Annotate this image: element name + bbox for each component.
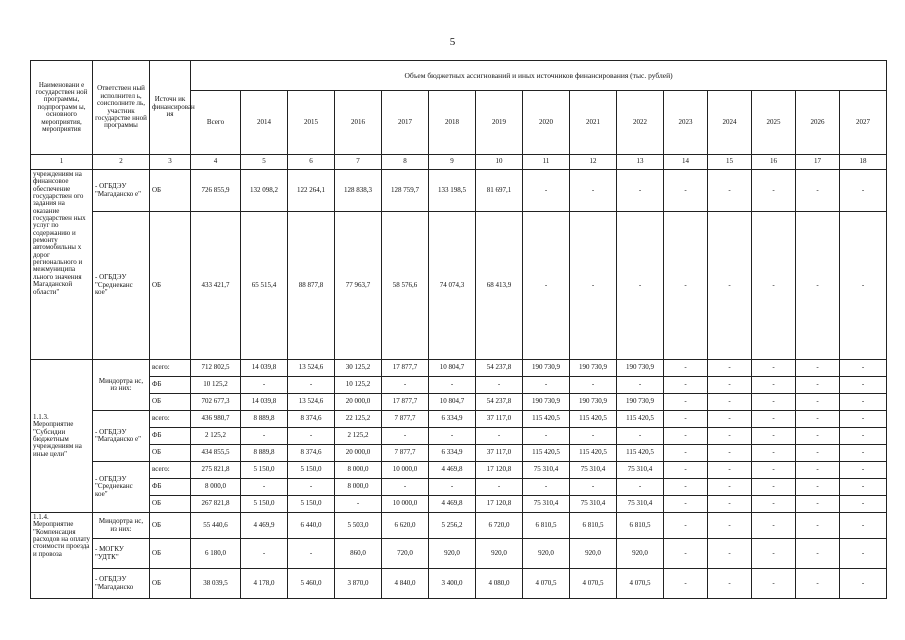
value-cell: - [288,479,335,496]
value-cell: 10 804,7 [429,394,476,411]
value-cell: 190 730,9 [523,360,570,377]
column-number: 13 [617,155,664,170]
funding-source: ОБ [150,513,191,539]
value-cell: 860,0 [335,539,382,569]
value-cell: 6 810,5 [570,513,617,539]
table-row [31,496,887,513]
value-cell: - [382,479,429,496]
value-cell: 702 677,3 [191,394,241,411]
value-cell: - [664,496,708,513]
header-name: Наименовани е государствен ной программы, подпрограмм ы, основного мероприятия, мероприятия [31,61,93,155]
funding-source: ОБ [150,569,191,599]
value-cell: 920,0 [617,539,664,569]
value-cell: - [523,377,570,394]
value-cell: 10 000,0 [382,496,429,513]
value-cell: 4 469,8 [429,462,476,479]
value-cell: 6 620,0 [382,513,429,539]
value-cell: - [752,445,796,462]
funding-source: ОБ [150,539,191,569]
value-cell: 190 730,9 [523,394,570,411]
value-cell: 75 310,4 [570,462,617,479]
table-row [31,428,887,445]
table-row [31,513,887,539]
value-cell: - [241,428,288,445]
value-cell: - [241,539,288,569]
value-cell: 115 420,5 [523,445,570,462]
column-number: 12 [570,155,617,170]
value-cell: - [523,428,570,445]
column-number: 4 [191,155,241,170]
value-cell: - [570,428,617,445]
value-cell: - [664,462,708,479]
value-cell: - [617,428,664,445]
header-year: 2025 [752,91,796,155]
value-cell: - [840,212,887,360]
value-cell: - [476,479,523,496]
table-row [31,411,887,428]
value-cell: - [570,170,617,212]
value-cell: 4 469,8 [429,496,476,513]
value-cell: - [523,479,570,496]
header-year: 2018 [429,91,476,155]
value-cell: - [752,479,796,496]
value-cell: - [664,411,708,428]
value-cell: - [752,462,796,479]
value-cell: - [796,513,840,539]
value-cell: 5 503,0 [335,513,382,539]
value-cell: 434 855,5 [191,445,241,462]
value-cell: - [476,377,523,394]
header-year: 2024 [708,91,752,155]
value-cell: 8 000,0 [191,479,241,496]
table-row [31,212,887,360]
value-cell: 68 413,9 [476,212,523,360]
value-cell: 920,0 [476,539,523,569]
value-cell: - [840,170,887,212]
value-cell: 115 420,5 [617,411,664,428]
header-year: 2019 [476,91,523,155]
value-cell: - [840,428,887,445]
value-cell: 6 180,0 [191,539,241,569]
funding-source: ОБ [150,445,191,462]
funding-source: ФБ [150,377,191,394]
value-cell: - [752,360,796,377]
funding-source: ОБ [150,170,191,212]
value-cell: 8 000,0 [335,479,382,496]
value-cell: - [429,479,476,496]
value-cell: - [476,428,523,445]
value-cell: 4 070,5 [617,569,664,599]
value-cell: - [796,479,840,496]
value-cell: - [840,569,887,599]
value-cell: - [840,394,887,411]
value-cell: - [382,428,429,445]
measure-name: 1.1.3. Мероприятие "Субсидии бюджетным учреждениям на иные цели" [31,360,93,513]
executor: - ОГБДЭУ "Среднеканс кое" [93,462,150,513]
header-year: 2023 [664,91,708,155]
value-cell: 7 877,7 [382,445,429,462]
budget-table [30,60,887,599]
executor: Миндортра нс, из них: [93,513,150,539]
header-year: 2017 [382,91,429,155]
value-cell: 433 421,7 [191,212,241,360]
table-row [31,377,887,394]
header-year: 2015 [288,91,335,155]
header-total: Всего [191,91,241,155]
value-cell: 920,0 [429,539,476,569]
value-cell: - [708,360,752,377]
value-cell: 5 150,0 [288,496,335,513]
column-number: 1 [31,155,93,170]
column-numbers-row [31,155,887,170]
value-cell: 3 400,0 [429,569,476,599]
executor: - ОГБДЭУ "Магаданско [93,569,150,599]
column-number: 2 [93,155,150,170]
value-cell: - [708,513,752,539]
executor: - ОГБДЭУ "Магаданско е" [93,411,150,462]
value-cell: 38 039,5 [191,569,241,599]
value-cell: 55 440,6 [191,513,241,539]
value-cell: 13 524,6 [288,360,335,377]
value-cell: - [752,428,796,445]
executor: Миндортра нс, из них: [93,360,150,411]
value-cell: 20 000,0 [335,445,382,462]
funding-source: всего: [150,411,191,428]
value-cell: - [752,569,796,599]
value-cell: - [429,428,476,445]
value-cell: 190 730,9 [617,360,664,377]
value-cell: - [708,394,752,411]
value-cell: 10 000,0 [382,462,429,479]
value-cell: 54 237,8 [476,360,523,377]
value-cell: - [241,479,288,496]
value-cell: - [840,445,887,462]
header-year: 2021 [570,91,617,155]
table-row [31,394,887,411]
header-year: 2027 [840,91,887,155]
value-cell: 75 310,4 [523,462,570,479]
value-cell: - [335,496,382,513]
column-number: 6 [288,155,335,170]
value-cell: - [708,445,752,462]
value-cell: 13 524,6 [288,394,335,411]
value-cell: 20 000,0 [335,394,382,411]
value-cell: - [840,496,887,513]
value-cell: 6 810,5 [617,513,664,539]
value-cell: - [664,394,708,411]
value-cell: - [664,513,708,539]
value-cell: 4 070,5 [523,569,570,599]
value-cell: 115 420,5 [570,411,617,428]
measure-name: учреждениям на финансовое обеспечение государствен ого задания на оказание государствен ных услуг по содержанию и ремонту автомобильны х дорог регионального и межмуниципа льного значения Магаданской области" [31,170,93,360]
value-cell: - [241,377,288,394]
value-cell: - [708,479,752,496]
value-cell: - [664,445,708,462]
value-cell: 17 877,7 [382,394,429,411]
page-number: 5 [449,36,456,48]
value-cell: 81 697,1 [476,170,523,212]
value-cell: - [664,569,708,599]
value-cell: 128 759,7 [382,170,429,212]
value-cell: - [752,377,796,394]
header-year: 2022 [617,91,664,155]
value-cell: 4 840,0 [382,569,429,599]
value-cell: 10 125,2 [335,377,382,394]
value-cell: - [752,539,796,569]
value-cell: - [570,479,617,496]
value-cell: 115 420,5 [523,411,570,428]
value-cell: 132 098,2 [241,170,288,212]
value-cell: - [708,212,752,360]
value-cell: 4 070,5 [570,569,617,599]
value-cell: 190 730,9 [570,360,617,377]
column-number: 7 [335,155,382,170]
value-cell: - [664,360,708,377]
value-cell: 5 150,0 [241,496,288,513]
value-cell: - [796,377,840,394]
value-cell: 4 469,9 [241,513,288,539]
measure-name: 1.1.4. Мероприятие "Компенсация расходов на оплату стоимости проезда и провоза [31,513,93,599]
value-cell: 65 515,4 [241,212,288,360]
value-cell: - [664,377,708,394]
value-cell: 37 117,0 [476,411,523,428]
value-cell: - [796,569,840,599]
value-cell: 4 080,0 [476,569,523,599]
value-cell: 267 821,8 [191,496,241,513]
value-cell: - [752,212,796,360]
value-cell: 58 576,6 [382,212,429,360]
value-cell: 8 374,6 [288,445,335,462]
funding-source: ФБ [150,479,191,496]
value-cell: 436 980,7 [191,411,241,428]
value-cell: - [840,462,887,479]
value-cell: - [840,377,887,394]
value-cell: 6 720,0 [476,513,523,539]
value-cell: 37 117,0 [476,445,523,462]
column-number: 3 [150,155,191,170]
value-cell: 8 374,6 [288,411,335,428]
table-body [31,155,887,599]
value-cell: - [796,394,840,411]
value-cell: 190 730,9 [617,394,664,411]
value-cell: 8 000,0 [335,462,382,479]
column-number: 8 [382,155,429,170]
value-cell: - [840,479,887,496]
value-cell: - [664,170,708,212]
value-cell: 10 125,2 [191,377,241,394]
value-cell: 6 810,5 [523,513,570,539]
value-cell: 17 120,8 [476,496,523,513]
header-year: 2026 [796,91,840,155]
value-cell: - [796,496,840,513]
value-cell: - [796,539,840,569]
header-year: 2020 [523,91,570,155]
executor: - ОГБДЭУ "Магаданско е" [93,170,150,212]
value-cell: 190 730,9 [570,394,617,411]
value-cell: 5 256,2 [429,513,476,539]
value-cell: 920,0 [570,539,617,569]
column-number: 10 [476,155,523,170]
value-cell: - [708,462,752,479]
column-number: 16 [752,155,796,170]
column-number: 11 [523,155,570,170]
value-cell: - [796,445,840,462]
value-cell: 115 420,5 [570,445,617,462]
value-cell: 128 838,3 [335,170,382,212]
value-cell: 14 039,8 [241,360,288,377]
value-cell: 75 310,4 [570,496,617,513]
value-cell: 10 804,7 [429,360,476,377]
value-cell: - [840,539,887,569]
funding-source: ОБ [150,394,191,411]
value-cell: 726 855,9 [191,170,241,212]
value-cell: - [796,428,840,445]
value-cell: 133 198,5 [429,170,476,212]
value-cell: 54 237,8 [476,394,523,411]
table-row [31,479,887,496]
value-cell: - [752,513,796,539]
header-volume-title: Объем бюджетных ассигнований и иных источников финансирования (тыс. рублей) [191,61,887,91]
funding-source: ФБ [150,428,191,445]
value-cell: - [708,170,752,212]
value-cell: 6 440,0 [288,513,335,539]
value-cell: 5 150,0 [241,462,288,479]
header-source: Источн ик финансирован ия [150,61,191,155]
value-cell: - [708,411,752,428]
value-cell: 77 963,7 [335,212,382,360]
value-cell: 275 821,8 [191,462,241,479]
value-cell: - [840,411,887,428]
value-cell: - [840,360,887,377]
column-number: 5 [241,155,288,170]
value-cell: - [429,377,476,394]
executor: - ОГБДЭУ "Среднеканс кое" [93,212,150,360]
value-cell: - [617,479,664,496]
value-cell: - [752,496,796,513]
value-cell: - [752,411,796,428]
column-number: 17 [796,155,840,170]
value-cell: - [708,496,752,513]
table-header [31,61,887,155]
value-cell: 22 125,2 [335,411,382,428]
header-year: 2014 [241,91,288,155]
value-cell: - [664,479,708,496]
table-row [31,539,887,569]
value-cell: 6 334,9 [429,411,476,428]
value-cell: 720,0 [382,539,429,569]
table-row [31,462,887,479]
value-cell: 3 870,0 [335,569,382,599]
value-cell: - [617,377,664,394]
header-executor: Ответствен ный исполнител ь, соисполните ль, участник государстве нной программы [93,61,150,155]
value-cell: 75 310,4 [523,496,570,513]
value-cell: 7 877,7 [382,411,429,428]
value-cell: 5 460,0 [288,569,335,599]
value-cell: 2 125,2 [191,428,241,445]
value-cell: - [796,360,840,377]
value-cell: - [288,377,335,394]
value-cell: 30 125,2 [335,360,382,377]
value-cell: - [570,377,617,394]
value-cell: - [664,539,708,569]
value-cell: - [708,428,752,445]
value-cell: 88 877,8 [288,212,335,360]
value-cell: - [523,212,570,360]
value-cell: 17 120,8 [476,462,523,479]
value-cell: 712 802,5 [191,360,241,377]
column-number: 14 [664,155,708,170]
value-cell: 14 039,8 [241,394,288,411]
table-row [31,445,887,462]
value-cell: 122 264,1 [288,170,335,212]
value-cell: - [708,377,752,394]
value-cell: - [664,428,708,445]
funding-source: всего: [150,462,191,479]
value-cell: 5 150,0 [288,462,335,479]
executor: - МОГКУ "УДТК" [93,539,150,569]
header-year: 2016 [335,91,382,155]
value-cell: - [570,212,617,360]
table-row [31,170,887,212]
value-cell: - [617,170,664,212]
value-cell: - [752,170,796,212]
value-cell: - [664,212,708,360]
value-cell: - [382,377,429,394]
value-cell: 74 074,3 [429,212,476,360]
value-cell: - [840,513,887,539]
value-cell: 17 877,7 [382,360,429,377]
value-cell: - [617,212,664,360]
funding-source: всего: [150,360,191,377]
value-cell: 6 334,9 [429,445,476,462]
value-cell: - [796,411,840,428]
table-row [31,569,887,599]
value-cell: 4 178,0 [241,569,288,599]
value-cell: - [523,170,570,212]
value-cell: 920,0 [523,539,570,569]
funding-source: ОБ [150,212,191,360]
value-cell: 8 889,8 [241,411,288,428]
value-cell: - [796,462,840,479]
value-cell: - [288,428,335,445]
value-cell: - [288,539,335,569]
value-cell: 8 889,8 [241,445,288,462]
column-number: 15 [708,155,752,170]
funding-source: ОБ [150,496,191,513]
value-cell: - [796,212,840,360]
value-cell: 75 310,4 [617,496,664,513]
value-cell: 75 310,4 [617,462,664,479]
value-cell: - [708,569,752,599]
value-cell: - [752,394,796,411]
value-cell: 2 125,2 [335,428,382,445]
value-cell: - [796,170,840,212]
column-number: 18 [840,155,887,170]
table-row [31,360,887,377]
column-number: 9 [429,155,476,170]
value-cell: 115 420,5 [617,445,664,462]
value-cell: - [708,539,752,569]
